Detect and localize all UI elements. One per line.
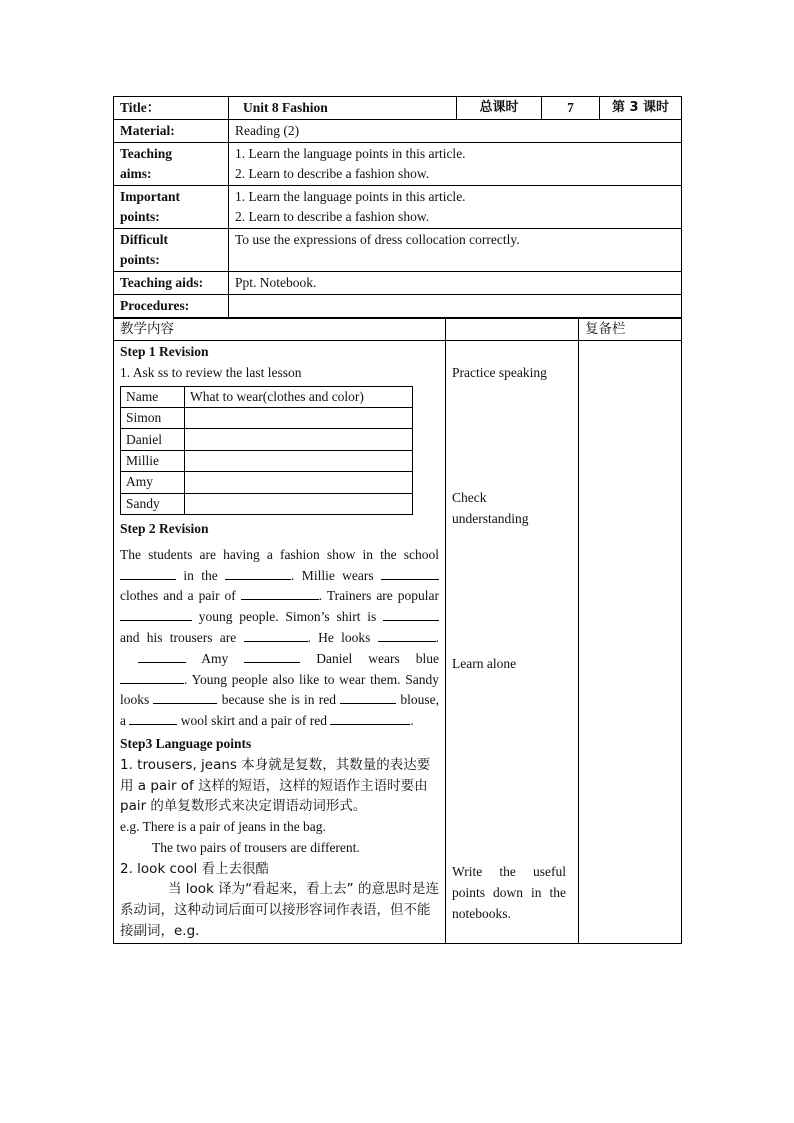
notes-cell xyxy=(579,341,682,944)
material-value: Reading (2) xyxy=(229,120,682,143)
notes-column-header: 复备栏 xyxy=(579,319,682,341)
step1-heading: Step 1 Revision xyxy=(120,344,209,359)
passage-text: Daniel wears blue xyxy=(316,650,440,666)
review-name: Amy xyxy=(121,472,185,493)
table-row xyxy=(121,472,413,493)
important-label xyxy=(114,186,229,229)
passage-text: . He looks xyxy=(307,629,371,645)
passage-text: Trainers are popular xyxy=(326,588,439,604)
passage-text: blouse, xyxy=(400,692,440,708)
passage-text: . xyxy=(435,629,440,645)
step1-instruction: 1. Ask ss to review the last lesson xyxy=(120,364,302,380)
fill-blank xyxy=(120,607,192,621)
important-label-line1: Important xyxy=(120,189,180,204)
fill-blank xyxy=(153,690,217,704)
aims-value xyxy=(229,143,682,186)
activity-practice: Practice speaking xyxy=(452,365,547,380)
fill-blank xyxy=(340,690,396,704)
passage-text: . Young xyxy=(184,671,228,687)
review-name: Sandy xyxy=(121,493,185,514)
fill-blank xyxy=(129,711,177,725)
passage-text: clothes and a pair of xyxy=(120,588,236,604)
material-label: Material: xyxy=(114,120,229,143)
fill-blank xyxy=(241,586,319,600)
difficult-label xyxy=(114,229,229,272)
step3-heading: Step3 Language points xyxy=(120,735,252,751)
step3-point1: 1. trousers, jeans 本身就是复数，其数量的表达要用 a pair of 这样的短语，这样的短语作主语时要由 pair 的单复数形式来决定谓语动词形式。 xyxy=(120,756,431,815)
aims-item-1: 1. Learn the language points in this article. xyxy=(235,146,466,161)
column-headers xyxy=(114,319,682,341)
passage-text: in the xyxy=(183,567,218,583)
title-row xyxy=(114,97,682,120)
review-name: Millie xyxy=(121,450,185,471)
lesson-number: 第 3 课时 xyxy=(600,97,682,120)
procedures-row xyxy=(114,295,682,318)
fill-blank xyxy=(244,628,308,642)
fill-blank xyxy=(225,566,291,580)
aims-label-line1: Teaching xyxy=(120,146,173,161)
review-header-name: Name xyxy=(121,386,185,407)
fill-blank xyxy=(138,649,186,663)
passage-text: . xyxy=(410,713,414,729)
aids-row xyxy=(114,272,682,295)
table-row xyxy=(121,450,413,471)
header-table xyxy=(113,96,682,318)
fill-blank xyxy=(330,711,410,725)
important-row xyxy=(114,186,682,229)
content-cell xyxy=(114,341,446,944)
review-table-header xyxy=(121,386,413,407)
step3-point3: 当 look 译为“看起来，看上去” 的意思时是连系动词，这种动词后面可以接形容词作表语，但不能接副词，e.g. xyxy=(120,881,439,940)
review-name: Simon xyxy=(121,407,185,428)
review-name: Daniel xyxy=(121,429,185,450)
total-hours-value: 7 xyxy=(542,97,600,120)
procedure-table xyxy=(113,318,682,944)
table-row xyxy=(121,407,413,428)
step3-example1: e.g. There is a pair of jeans in the bag. xyxy=(120,819,326,835)
difficult-row xyxy=(114,229,682,272)
passage-text: because she is in red xyxy=(221,692,336,708)
activity-learn: Learn alone xyxy=(452,656,517,671)
fill-blank xyxy=(244,649,300,663)
review-answer-blank xyxy=(185,429,413,450)
fill-blank xyxy=(120,566,176,580)
important-value xyxy=(229,186,682,229)
lesson-plan xyxy=(113,96,681,944)
table-row xyxy=(121,429,413,450)
important-item-2: 2. Learn to describe a fashion show. xyxy=(235,209,430,224)
passage-text: and his trousers are xyxy=(120,629,237,645)
aims-label xyxy=(114,143,229,186)
review-answer-blank xyxy=(185,472,413,493)
aims-label-line2: aims: xyxy=(120,166,152,181)
title-value: Unit 8 Fashion xyxy=(229,97,457,120)
procedures-label: Procedures: xyxy=(114,295,229,318)
total-hours-label: 总课时 xyxy=(457,97,542,120)
difficult-label-line1: Difficult xyxy=(120,232,168,247)
review-answer-blank xyxy=(185,450,413,471)
passage-text: Simon’s shirt is xyxy=(285,609,377,625)
fill-blank xyxy=(120,670,184,684)
passage-text: . xyxy=(318,588,323,604)
difficult-label-line2: points: xyxy=(120,252,160,267)
review-answer-blank xyxy=(185,493,413,514)
important-label-line2: points: xyxy=(120,209,160,224)
difficult-value: To use the expressions of dress collocation correctly. xyxy=(229,229,682,272)
aids-value: Ppt. Notebook. xyxy=(229,272,682,295)
activity-write: Write the useful points down in the notebooks. xyxy=(452,864,566,921)
content-column-header: 教学内容 xyxy=(114,319,446,341)
aims-row xyxy=(114,143,682,186)
fill-blank xyxy=(378,628,436,642)
passage-text: . Millie wears xyxy=(291,567,374,583)
important-item-1: 1. Learn the language points in this article. xyxy=(235,189,466,204)
fill-blank xyxy=(381,566,439,580)
step3-point2: 2. look cool 看上去很酷 xyxy=(120,860,270,877)
passage-text: The students are having a fashion show in the school xyxy=(120,546,439,562)
procedure-body xyxy=(114,341,682,944)
procedures-value xyxy=(229,295,682,318)
review-header-wear: What to wear(clothes and color) xyxy=(185,386,413,407)
step3-example2: The two pairs of trousers are different. xyxy=(152,839,360,855)
passage-text: a xyxy=(120,713,126,729)
passage-text: young people. xyxy=(198,609,279,625)
aids-label: Teaching aids: xyxy=(114,272,229,295)
aims-item-2: 2. Learn to describe a fashion show. xyxy=(235,166,430,181)
step2-heading: Step 2 Revision xyxy=(120,520,209,536)
material-row xyxy=(114,120,682,143)
review-answer-blank xyxy=(185,407,413,428)
activity-cell xyxy=(446,341,579,944)
review-table xyxy=(120,386,413,515)
passage-text: wool skirt and a pair of red xyxy=(180,713,327,729)
table-row xyxy=(121,493,413,514)
activity-column-header xyxy=(446,319,579,341)
title-label: Title： xyxy=(114,97,229,120)
fill-blank xyxy=(383,607,439,621)
step2-passage xyxy=(120,545,439,732)
passage-text: Amy xyxy=(201,650,229,666)
activity-check: Check understanding xyxy=(452,490,529,526)
passage-text: people also like to wear them. Sandy looks xyxy=(120,671,440,708)
